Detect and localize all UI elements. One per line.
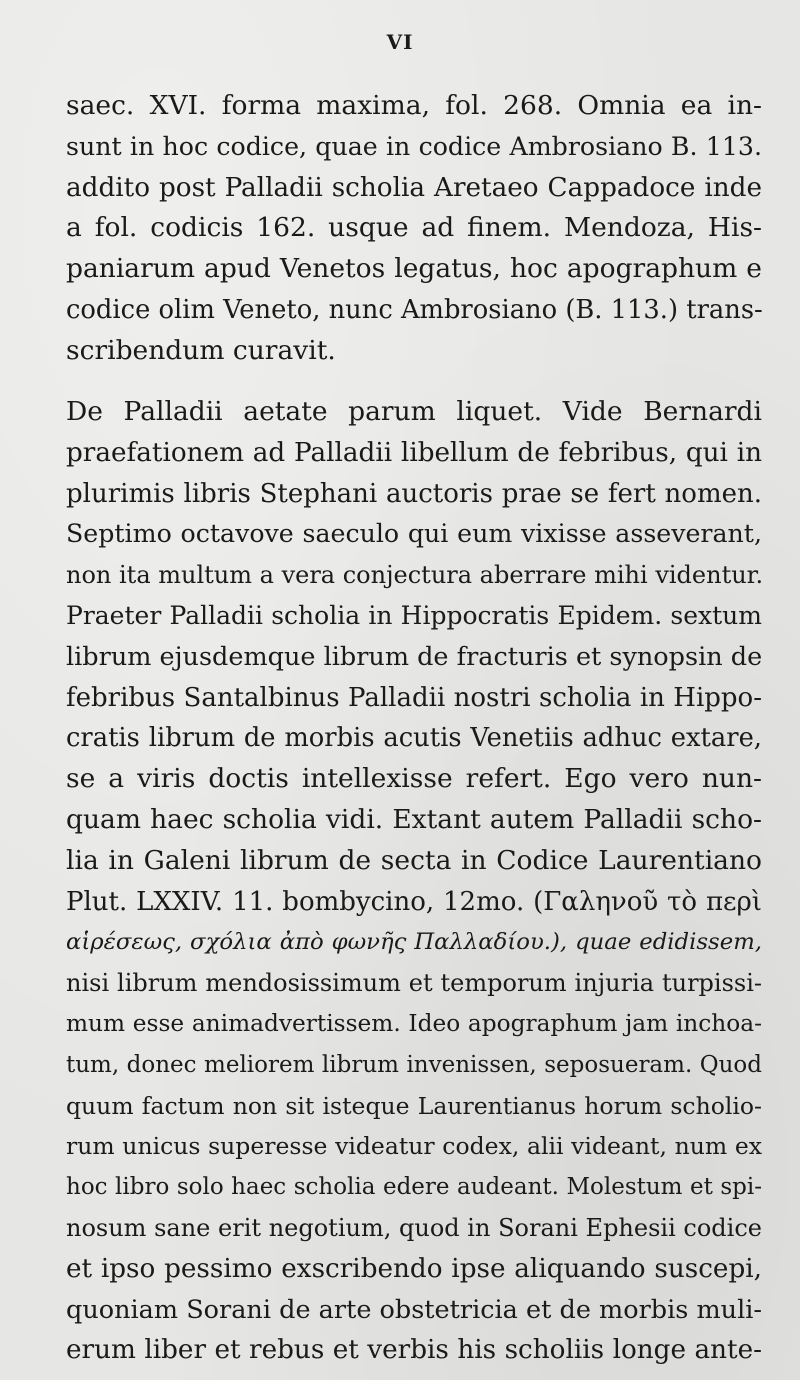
text-line: Praeter Palladii scholia in Hippocratis Epidem. sextum	[66, 600, 762, 630]
text-line: mum esse animadvertissem. Ideo apographum jam inchoa-	[66, 1009, 762, 1037]
text-line: sunt in hoc codice, quae in codice Ambrosiano B. 113.	[66, 131, 762, 161]
text-line: nosum sane erit negotium, quod in Sorani Ephesii codice	[66, 1213, 762, 1242]
text-line: saec. XVI. forma maxima, fol. 268. Omnia ea in-	[66, 90, 762, 121]
text-line: addito post Palladii scholia Aretaeo Cappadoce inde	[66, 172, 762, 203]
text-line: paniarum apud Venetos legatus, hoc apographum e	[66, 253, 762, 285]
text-line: De Palladii aetate parum liquet. Vide Bernardi	[66, 396, 762, 427]
text-line: non ita multum a vera conjectura aberrare mihi videntur.	[66, 561, 764, 590]
paragraph-1	[66, 86, 762, 372]
text-line: quum factum non sit isteque Laurentianus horum scholio-	[66, 1091, 762, 1120]
text-line: a fol. codicis 162. usque ad finem. Mendoza, His-	[66, 212, 762, 244]
text-line: et ipso pessimo exscribendo ipse aliquando suscepi,	[66, 1253, 762, 1284]
text-line: cratis librum de morbis acutis Venetiis adhuc extare,	[66, 723, 762, 754]
text-line: hoc libro solo haec scholia edere audeant. Molestum et spi-	[66, 1174, 762, 1201]
text-line: nisi librum mendosissimum et temporum injuria turpissi-	[66, 969, 762, 998]
text-line: quam haec scholia vidi. Extant autem Palladii scho-	[66, 803, 762, 835]
text-line: febribus Santalbinus Palladii nostri scholia in Hippo-	[66, 682, 762, 713]
text-line: librum ejusdemque librum de fracturis et synopsin de	[66, 641, 763, 672]
text-line: Plut. LXXIV. 11. bombycino, 12mo. (Γαληνοῦ τὸ περὶ	[66, 886, 762, 917]
text-line: lia in Galeni librum de secta in Codice Laurentiano	[66, 844, 762, 876]
text-line: plurimis libris Stephani auctoris prae se fert nomen.	[66, 478, 762, 509]
text-line: rum unicus superesse videatur codex, alii videant, num ex	[66, 1132, 762, 1161]
text-line: Septimo octavove saeculo qui eum vixisse asseverant,	[66, 519, 762, 549]
text-line: erum liber et rebus et verbis his scholiis longe ante-	[66, 1335, 762, 1366]
text-line: se a viris doctis intellexisse refert. Ego vero nun-	[66, 763, 762, 795]
text-line: codice olim Veneto, nunc Ambrosiano (B. 113.) trans-	[66, 294, 763, 325]
page-number: VI	[386, 30, 414, 54]
text-line: scribendum curavit.	[66, 334, 336, 366]
text-line: αἱρέσεως, σχόλια ἀπὸ φωνῆς Παλλαδίου.), quae edidissem,	[66, 929, 762, 956]
paragraph-2	[66, 392, 762, 1371]
text-line: quoniam Sorani de arte obstetricia et de morbis muli-	[66, 1294, 762, 1325]
text-line: praefationem ad Palladii libellum de febribus, qui in	[66, 437, 762, 468]
text-line: tum, donec meliorem librum invenissen, seposueram. Quod	[66, 1051, 762, 1078]
